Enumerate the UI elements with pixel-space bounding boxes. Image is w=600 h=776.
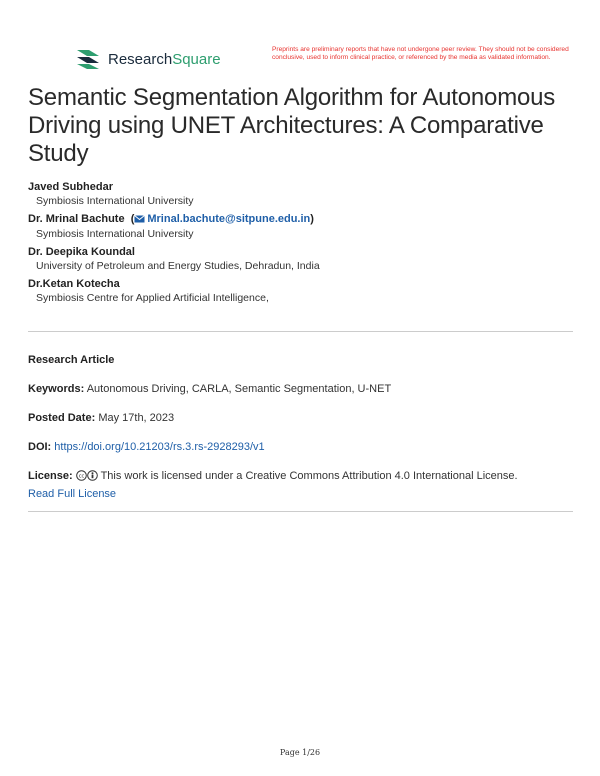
- author-entry: [28, 180, 578, 208]
- author-name: Dr.Ketan Kotecha: [28, 278, 120, 290]
- doi-label: DOI:: [28, 441, 52, 453]
- author-affiliation: Symbiosis Centre for Applied Artificial Intelligence,: [36, 292, 269, 304]
- author-entry: [28, 277, 578, 305]
- author-name: Javed Subhedar: [28, 181, 113, 193]
- envelope-icon: [134, 213, 145, 227]
- research-square-logo[interactable]: [75, 48, 221, 70]
- svg-text:cc: cc: [78, 473, 84, 480]
- posted-date-value: May 17th, 2023: [98, 412, 175, 424]
- author-name: Dr. Deepika Koundal: [28, 246, 135, 258]
- by-icon: [87, 470, 98, 486]
- author-list: [28, 180, 578, 309]
- keywords-label: Keywords:: [28, 383, 85, 395]
- license-text: This work is licensed under a Creative Commons Attribution 4.0 International License.: [100, 470, 518, 482]
- author-entry: [28, 212, 578, 241]
- doi-line: [28, 439, 578, 455]
- doi-link[interactable]: https://doi.org/10.21203/rs.3.rs-2928293/v1: [54, 441, 265, 453]
- preprint-notice: Preprints are preliminary reports that have not undergone peer review. They should not be considered conclusive, used to inform clinical practice, or referenced by the media as validated information.: [272, 46, 569, 61]
- author-affiliation: University of Petroleum and Energy Studies, Dehradun, India: [36, 260, 320, 272]
- article-type: Research Article: [28, 354, 115, 366]
- logo-text: ResearchSquare: [108, 50, 221, 68]
- author-entry: [28, 245, 578, 273]
- divider: [28, 511, 573, 512]
- author-affiliation: Symbiosis International University: [36, 228, 194, 240]
- posted-date-line: [28, 410, 578, 426]
- posted-date-label: Posted Date:: [28, 412, 96, 424]
- license-block: [28, 468, 578, 502]
- page-number: Page 1/26: [279, 748, 321, 757]
- keywords-line: [28, 381, 578, 397]
- author-name: Dr. Mrinal Bachute: [28, 213, 125, 225]
- keywords-value: Autonomous Driving, CARLA, Semantic Segmentation, U-NET: [86, 383, 392, 395]
- cc-icon: [76, 470, 87, 486]
- author-affiliation: Symbiosis International University: [36, 195, 194, 207]
- paper-title: Semantic Segmentation Algorithm for Autonomous Driving using UNET Architectures: A Comparative Study: [28, 84, 556, 167]
- author-email-link[interactable]: Mrinal.bachute@sitpune.edu.in: [147, 213, 311, 225]
- divider: [28, 331, 573, 332]
- research-square-logo-icon: [75, 48, 101, 70]
- author-name-line: Dr. Mrinal Bachute ( Mrinal.bachute@sitpune.edu.in): [28, 213, 314, 225]
- read-full-license-link[interactable]: Read Full License: [28, 488, 117, 500]
- license-label: License:: [28, 470, 73, 482]
